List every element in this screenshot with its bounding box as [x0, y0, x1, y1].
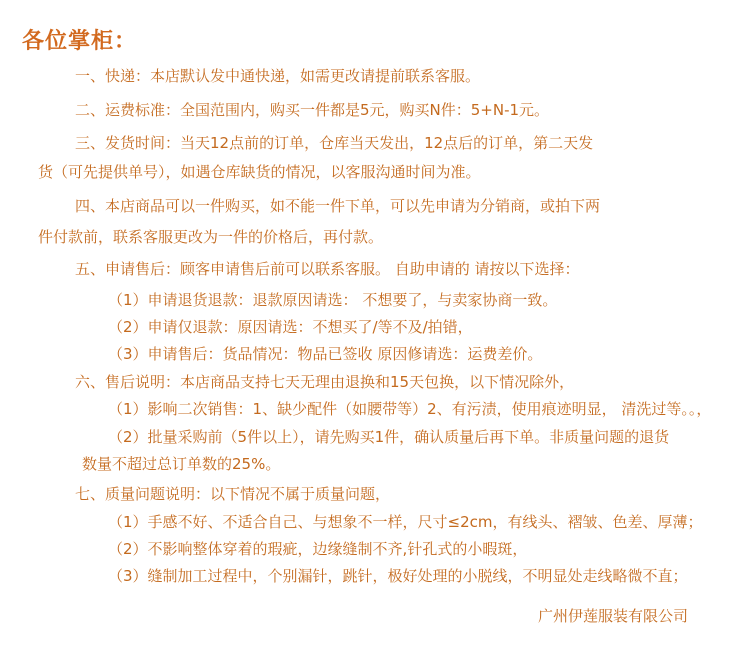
item-6-sub-2-continued: 数量不超过总订单数的25%。 [82, 455, 281, 473]
item-4-single-purchase: 四、本店商品可以一件购买，如不能一件下单，可以先申请为分销商，或拍下两 [75, 197, 601, 215]
item-6-after-sales-policy: 六、售后说明：本店商品支持七天无理由退换和15天包换，以下情况除外， [75, 373, 575, 391]
item-7-sub-1: （1）手感不好、不适合自己、与想象不一样，尺寸≤2cm，有线头、褶皱、色差、厚薄； [108, 513, 703, 531]
item-5-sub-3: （3）申请售后：货品情况：物品已签收 原因修请选：运费差价。 [108, 345, 543, 363]
item-5-sub-1: （1）申请退货退款：退款原因请选： 不想要了，与卖家协商一致。 [108, 291, 558, 309]
item-6-sub-2: （2）批量采购前（5件以上），请先购买1件，确认质量后再下单。非质量问题的退货 [108, 428, 670, 446]
item-4-continued: 件付款前，联系客服更改为一件的价格后，再付款。 [38, 228, 384, 246]
item-3-delivery-time: 三、发货时间：当天12点前的订单，仓库当天发出，12点后的订单，第二天发 [75, 134, 594, 152]
item-2-shipping-fee: 二、运费标准：全国范围内，购买一件都是5元，购买N件：5+N-1元。 [75, 101, 550, 119]
page-title: 各位掌柜： [22, 29, 138, 54]
item-3-continued: 货（可先提供单号），如遇仓库缺货的情况，以客服沟通时间为准。 [38, 163, 481, 181]
item-7-quality-issues: 七、质量问题说明：以下情况不属于质量问题， [75, 485, 391, 503]
item-7-sub-3: （3）缝制加工过程中，个别漏针，跳针，极好处理的小脱线，不明显处走线略微不直； [108, 567, 688, 585]
company-signature: 广州伊莲服装有限公司 [538, 607, 689, 625]
item-6-sub-1: （1）影响二次销售：1、缺少配件（如腰带等）2、有污渍，使用痕迹明显， 清洗过等。。， [108, 400, 712, 418]
item-5-sub-2: （2）申请仅退款：原因请选：不想买了/等不及/拍错， [108, 318, 473, 336]
item-5-after-sales: 五、申请售后：顾客申请售后前可以联系客服。 自助申请的 请按以下选择： [75, 260, 580, 278]
item-1-shipping: 一、快递：本店默认发中通快递，如需更改请提前联系客服。 [75, 67, 481, 85]
item-7-sub-2: （2）不影响整体穿着的瑕疵，边缘缝制不齐,针孔式的小暇斑， [108, 540, 528, 558]
